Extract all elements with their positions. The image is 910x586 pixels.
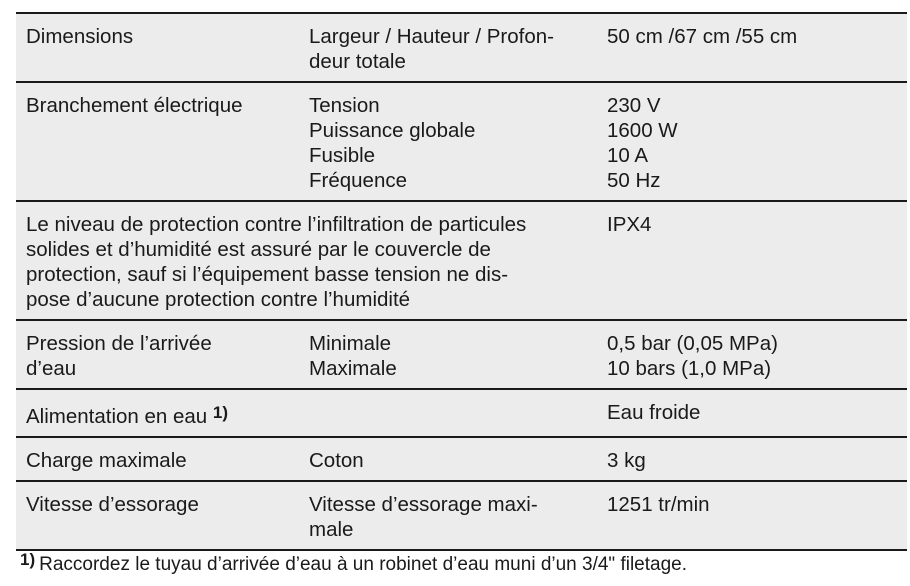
spec-parameter-line: Coton — [309, 449, 364, 472]
spec-value-line: 0,5 bar (0,05 MPa) — [607, 332, 778, 355]
spec-label — [16, 13, 290, 82]
spec-label — [16, 201, 593, 320]
spec-label-line: Branchement électrique — [26, 94, 243, 117]
table-row — [16, 481, 907, 550]
spec-label-line: d’eau — [26, 357, 77, 380]
spec-value-line: 50 cm /67 cm /55 cm — [607, 25, 798, 48]
footnote-marker: 1) — [20, 550, 36, 569]
table-row — [16, 13, 907, 82]
spec-value-line: 3 kg — [607, 449, 646, 472]
spec-parameter-line: male — [309, 518, 354, 541]
spec-label-line: solides et d’humidité est assuré par le couvercle de — [26, 238, 491, 261]
spec-value — [593, 13, 907, 82]
spec-parameter-line: Vitesse d’essorage maxi- — [309, 493, 538, 516]
spec-label-line: Pression de l’arrivée — [26, 332, 212, 355]
footnote — [20, 550, 687, 577]
spec-value-line: 50 Hz — [607, 169, 661, 192]
spec-value — [593, 82, 907, 201]
footnote-reference: 1) — [212, 403, 229, 422]
spec-value-line: 10 A — [607, 144, 649, 167]
spec-parameter-line: deur totale — [309, 50, 406, 73]
spec-parameter-line: Minimale — [309, 332, 392, 355]
footnote-text: Raccordez le tuyau d’arrivée d’eau à un robinet d’eau muni d’un 3/4" filetage. — [39, 554, 687, 575]
table-row — [16, 437, 907, 481]
spec-parameter-line: Puissance globale — [309, 119, 476, 142]
table-row — [16, 201, 907, 320]
spec-value-line: 10 bars (1,0 MPa) — [607, 357, 772, 380]
spec-parameter-line: Maximale — [309, 357, 397, 380]
spec-parameter — [290, 437, 593, 481]
spec-parameter-line: Largeur / Hauteur / Profon- — [309, 25, 554, 48]
spec-label-line: Alimentation en eau — [26, 405, 208, 428]
spec-parameter-line: Fusible — [309, 144, 376, 167]
spec-parameter — [290, 82, 593, 201]
table-row — [16, 82, 907, 201]
spec-value-line: IPX4 — [607, 213, 652, 236]
spec-value — [593, 201, 907, 320]
spec-value-line: 230 V — [607, 94, 661, 117]
spec-label — [16, 82, 290, 201]
spec-label — [16, 320, 290, 389]
spec-label — [16, 389, 290, 437]
spec-parameter — [290, 13, 593, 82]
spec-label-line: pose d’aucune protection contre l’humidité — [26, 288, 411, 311]
spec-value — [593, 437, 907, 481]
spec-label-line: protection, sauf si l’équipement basse tension ne dis- — [26, 263, 509, 286]
table-row — [16, 389, 907, 437]
spec-parameter — [290, 320, 593, 389]
spec-parameter-line: Fréquence — [309, 169, 408, 192]
spec-label — [16, 437, 290, 481]
spec-label — [16, 481, 290, 550]
spec-label-line: Dimensions — [26, 25, 134, 48]
technical-specs-table — [16, 12, 907, 551]
spec-label-line: Vitesse d’essorage — [26, 493, 199, 516]
spec-value — [593, 320, 907, 389]
spec-label-line: Le niveau de protection contre l’infiltration de particules — [26, 213, 527, 236]
spec-parameter-line: Tension — [309, 94, 380, 117]
spec-value-line: Eau froide — [607, 401, 701, 424]
spec-value-line: 1600 W — [607, 119, 678, 142]
spec-parameter — [290, 481, 593, 550]
spec-value — [593, 389, 907, 437]
table-row — [16, 320, 907, 389]
spec-value-line: 1251 tr/min — [607, 493, 710, 516]
spec-value — [593, 481, 907, 550]
spec-parameter — [290, 389, 593, 437]
spec-label-line: Charge maximale — [26, 449, 187, 472]
